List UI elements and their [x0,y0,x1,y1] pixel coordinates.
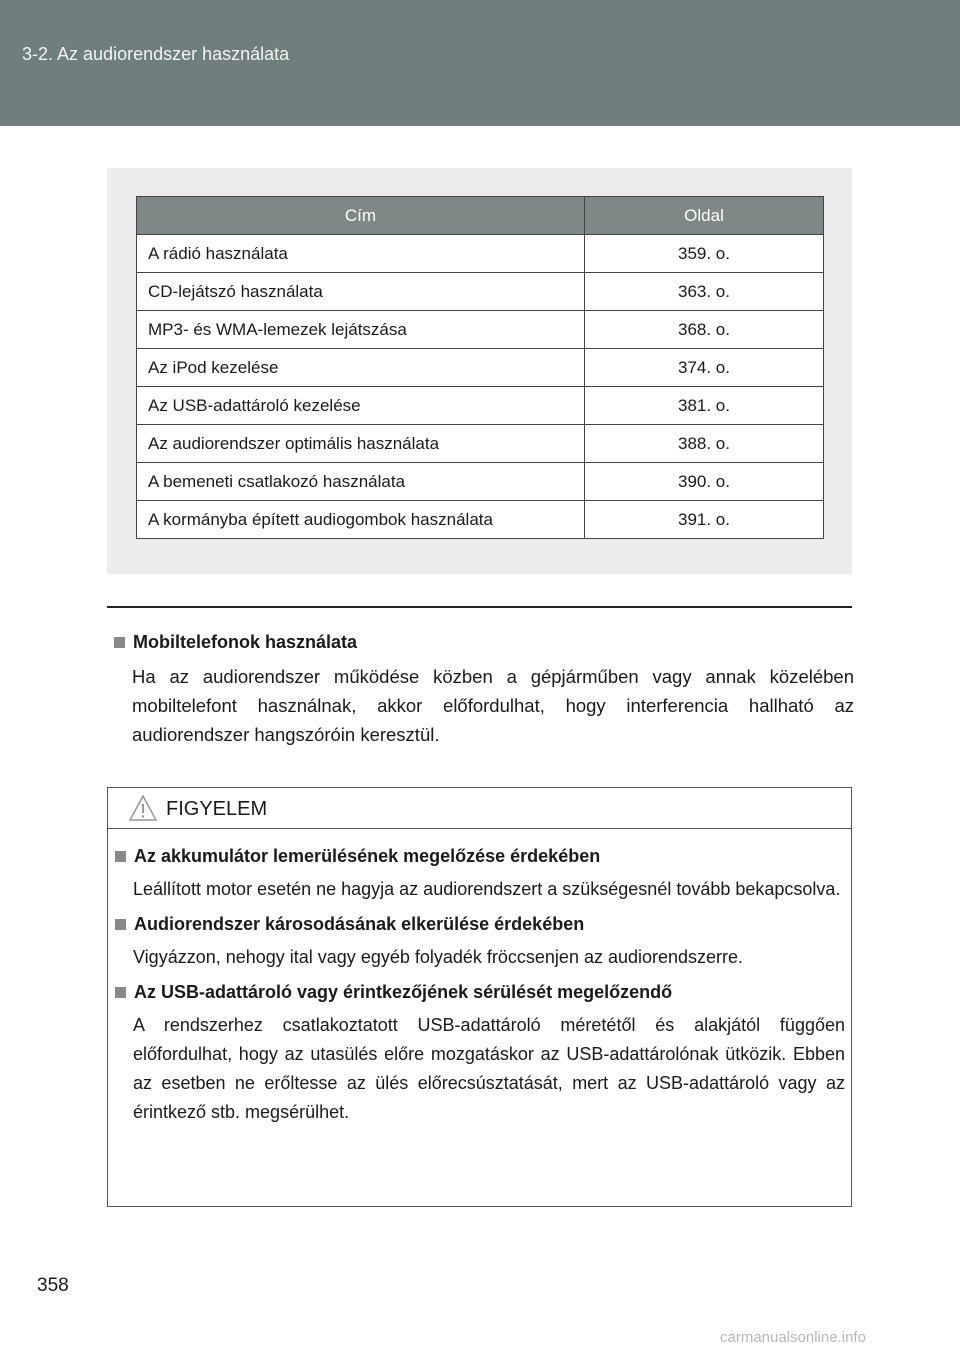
toc-row-page: 381. o. [585,387,824,425]
mobile-section [114,632,854,749]
toc-row-title: Az iPod kezelése [137,349,585,387]
page-number: 358 [37,1275,69,1296]
table-row [137,463,824,501]
toc-panel [107,168,852,574]
toc-table [136,196,824,539]
watermark: carmanualsonline.info [720,1329,866,1346]
toc-row-page: 359. o. [585,235,824,273]
table-row [137,425,824,463]
warning-title: FIGYELEM [166,798,268,820]
table-row [137,273,824,311]
table-row [137,501,824,539]
section-title: 3-2. Az audiorendszer használata [22,44,290,64]
toc-row-page: 390. o. [585,463,824,501]
warning-item [115,914,845,972]
warning-triangle-icon [128,794,158,827]
toc-row-page: 363. o. [585,273,824,311]
mobile-heading [114,632,854,653]
warning-item-heading-text: Audiorendszer károsodásának elkerülése érdekében [134,914,585,934]
warning-item-heading [115,846,845,867]
toc-row-page: 388. o. [585,425,824,463]
warning-header [108,788,851,829]
toc-row-page: 368. o. [585,311,824,349]
warning-item [115,982,845,1127]
warning-item-text: Vigyázzon, nehogy ital vagy egyéb folyadék fröccsenjen az audiorendszerre. [133,947,744,967]
warning-item-text: Leállított motor esetén ne hagyja az audiorendszert a szükségesnél tovább bekapcsolva. [133,879,841,899]
toc-row-title: A rádió használata [137,235,585,273]
mobile-text: Ha az audiorendszer működése közben a gépjárműben vagy annak közelében mobiltelefont használnak, akkor előfordulhat, hogy interferencia hallható az audiorendszer hangszóróin keresztül. [132,666,854,745]
warning-item-heading-text: Az USB-adattároló vagy érintkezőjének sérülését megelőzendő [134,982,673,1002]
warning-item [115,846,845,904]
toc-row-title: A bemeneti csatlakozó használata [137,463,585,501]
square-bullet-icon [115,987,126,998]
warning-body [115,846,845,1137]
table-row [137,311,824,349]
toc-header-row [137,197,824,235]
warning-item-heading-text: Az akkumulátor lemerülésének megelőzése érdekében [134,846,601,866]
toc-row-title: MP3- és WMA-lemezek lejátszása [137,311,585,349]
mobile-heading-text: Mobiltelefonok használata [133,632,358,652]
table-row [137,387,824,425]
toc-row-title: CD-lejátszó használata [137,273,585,311]
toc-row-title: A kormányba épített audiogombok használata [137,501,585,539]
square-bullet-icon [115,851,126,862]
divider [107,606,852,608]
square-bullet-icon [115,919,126,930]
toc-col-page: Oldal [585,197,824,235]
toc-col-title: Cím [137,197,585,235]
toc-row-title: Az audiorendszer optimális használata [137,425,585,463]
section-header [0,0,960,126]
warning-box [107,787,852,1207]
toc-row-page: 374. o. [585,349,824,387]
warning-item-heading [115,914,845,935]
table-row [137,235,824,273]
square-bullet-icon [114,637,125,648]
warning-item-text: A rendszerhez csatlakoztatott USB-adattároló méretétől és alakjától függően előfordulhat, hogy az utasülés előre mozgatáskor az USB-adattárolónak ütközik. Ebben az esetben ne erőltesse az ülés előrecsúsztatását, mert az USB-adattároló vagy az érintkező stb. megsérülhet. [133,1015,845,1122]
toc-row-title: Az USB-adattároló kezelése [137,387,585,425]
toc-row-page: 391. o. [585,501,824,539]
table-row [137,349,824,387]
warning-item-heading [115,982,845,1003]
